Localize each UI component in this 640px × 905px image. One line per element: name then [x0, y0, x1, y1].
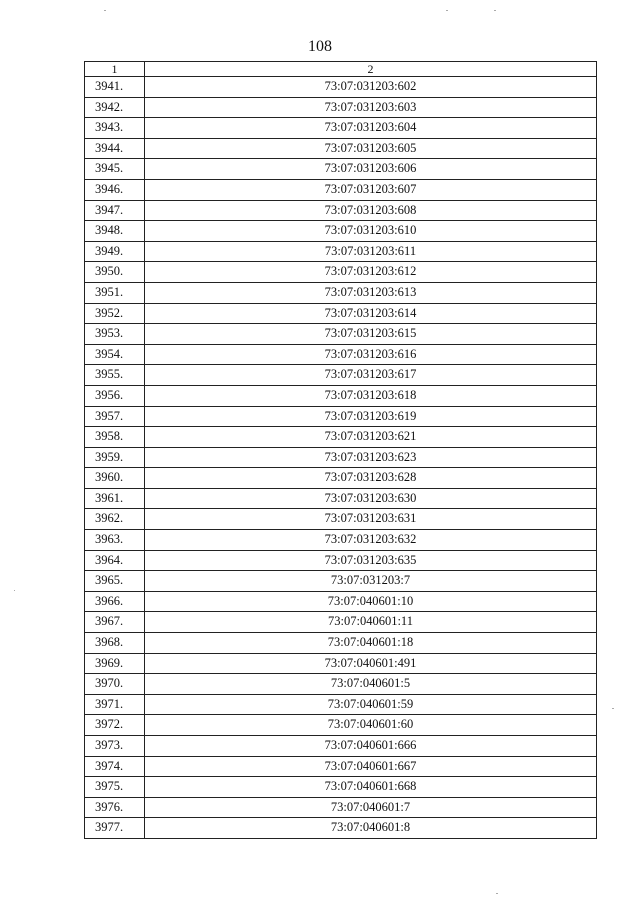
cadastral-number: 73:07:040601:491: [145, 653, 597, 674]
cadastral-number: 73:07:031203:606: [145, 159, 597, 180]
table-row: [85, 303, 597, 324]
row-number: 3946.: [85, 179, 145, 200]
row-number: 3945.: [85, 159, 145, 180]
scan-speck: [494, 10, 496, 11]
cadastral-number: 73:07:040601:11: [145, 612, 597, 633]
cadastral-number: 73:07:040601:7: [145, 797, 597, 818]
table-row: [85, 282, 597, 303]
row-number: 3972.: [85, 715, 145, 736]
row-number: 3963.: [85, 530, 145, 551]
table-row: [85, 97, 597, 118]
row-number: 3971.: [85, 694, 145, 715]
row-number: 3950.: [85, 262, 145, 283]
table-row: [85, 385, 597, 406]
table-row: [85, 138, 597, 159]
row-number: 3953.: [85, 324, 145, 345]
cadastral-number: 73:07:040601:59: [145, 694, 597, 715]
table-row: [85, 571, 597, 592]
row-number: 3977.: [85, 818, 145, 839]
column-header-number: 1: [85, 62, 145, 77]
cadastral-number: 73:07:031203:7: [145, 571, 597, 592]
table-row: [85, 221, 597, 242]
table-row: [85, 365, 597, 386]
scan-speck: [446, 10, 448, 11]
cadastral-number: 73:07:040601:18: [145, 633, 597, 654]
table-row: [85, 715, 597, 736]
row-number: 3957.: [85, 406, 145, 427]
row-number: 3970.: [85, 674, 145, 695]
row-number: 3973.: [85, 736, 145, 757]
table-row: [85, 653, 597, 674]
row-number: 3966.: [85, 591, 145, 612]
row-number: 3949.: [85, 241, 145, 262]
table-row: [85, 159, 597, 180]
table-row: [85, 612, 597, 633]
table-header-row: [85, 62, 597, 77]
cadastral-number: 73:07:040601:666: [145, 736, 597, 757]
table-row: [85, 818, 597, 839]
row-number: 3975.: [85, 777, 145, 798]
table-row: [85, 756, 597, 777]
row-number: 3941.: [85, 77, 145, 98]
row-number: 3944.: [85, 138, 145, 159]
table-row: [85, 406, 597, 427]
table-row: [85, 77, 597, 98]
row-number: 3962.: [85, 509, 145, 530]
table-row: [85, 550, 597, 571]
cadastral-number: 73:07:040601:667: [145, 756, 597, 777]
row-number: 3959.: [85, 447, 145, 468]
row-number: 3951.: [85, 282, 145, 303]
cadastral-number: 73:07:040601:10: [145, 591, 597, 612]
cadastral-number: 73:07:031203:628: [145, 468, 597, 489]
row-number: 3974.: [85, 756, 145, 777]
row-number: 3956.: [85, 385, 145, 406]
table-row: [85, 797, 597, 818]
table-row: [85, 118, 597, 139]
table-row: [85, 344, 597, 365]
table-row: [85, 241, 597, 262]
table-row: [85, 262, 597, 283]
cadastral-number: 73:07:031203:618: [145, 385, 597, 406]
table-row: [85, 530, 597, 551]
cadastral-number: 73:07:031203:607: [145, 179, 597, 200]
table-row: [85, 488, 597, 509]
cadastral-number: 73:07:040601:668: [145, 777, 597, 798]
row-number: 3976.: [85, 797, 145, 818]
row-number: 3964.: [85, 550, 145, 571]
table-row: [85, 179, 597, 200]
row-number: 3947.: [85, 200, 145, 221]
scan-speck: [496, 893, 498, 894]
cadastral-number: 73:07:031203:617: [145, 365, 597, 386]
column-header-code: 2: [145, 62, 597, 77]
cadastral-number: 73:07:031203:614: [145, 303, 597, 324]
scan-speck: [14, 590, 15, 591]
row-number: 3968.: [85, 633, 145, 654]
table-row: [85, 468, 597, 489]
table-row: [85, 324, 597, 345]
cadastral-number: 73:07:031203:605: [145, 138, 597, 159]
table-row: [85, 736, 597, 757]
cadastral-number: 73:07:031203:602: [145, 77, 597, 98]
row-number: 3943.: [85, 118, 145, 139]
cadastral-number: 73:07:031203:603: [145, 97, 597, 118]
table-row: [85, 447, 597, 468]
cadastral-number: 73:07:031203:621: [145, 427, 597, 448]
cadastral-number: 73:07:031203:608: [145, 200, 597, 221]
table-row: [85, 694, 597, 715]
row-number: 3961.: [85, 488, 145, 509]
cadastral-number: 73:07:031203:611: [145, 241, 597, 262]
row-number: 3967.: [85, 612, 145, 633]
scan-speck: [104, 10, 106, 11]
row-number: 3942.: [85, 97, 145, 118]
cadastral-number: 73:07:031203:623: [145, 447, 597, 468]
row-number: 3969.: [85, 653, 145, 674]
cadastral-number: 73:07:031203:616: [145, 344, 597, 365]
cadastral-number: 73:07:040601:5: [145, 674, 597, 695]
scan-speck: [612, 708, 614, 709]
page-number: 108: [308, 38, 332, 55]
row-number: 3958.: [85, 427, 145, 448]
table-row: [85, 674, 597, 695]
table-row: [85, 509, 597, 530]
table-row: [85, 633, 597, 654]
row-number: 3955.: [85, 365, 145, 386]
row-number: 3960.: [85, 468, 145, 489]
row-number: 3965.: [85, 571, 145, 592]
cadastral-number: 73:07:031203:631: [145, 509, 597, 530]
cadastral-number: 73:07:031203:619: [145, 406, 597, 427]
cadastral-number: 73:07:031203:632: [145, 530, 597, 551]
cadastral-table: [84, 61, 597, 839]
cadastral-number: 73:07:031203:615: [145, 324, 597, 345]
row-number: 3952.: [85, 303, 145, 324]
table-row: [85, 777, 597, 798]
cadastral-number: 73:07:031203:604: [145, 118, 597, 139]
table-row: [85, 200, 597, 221]
table-row: [85, 427, 597, 448]
cadastral-number: 73:07:031203:635: [145, 550, 597, 571]
cadastral-number: 73:07:031203:613: [145, 282, 597, 303]
table-row: [85, 591, 597, 612]
cadastral-number: 73:07:040601:60: [145, 715, 597, 736]
cadastral-number: 73:07:031203:612: [145, 262, 597, 283]
cadastral-number: 73:07:040601:8: [145, 818, 597, 839]
row-number: 3954.: [85, 344, 145, 365]
cadastral-number: 73:07:031203:610: [145, 221, 597, 242]
cadastral-number: 73:07:031203:630: [145, 488, 597, 509]
row-number: 3948.: [85, 221, 145, 242]
